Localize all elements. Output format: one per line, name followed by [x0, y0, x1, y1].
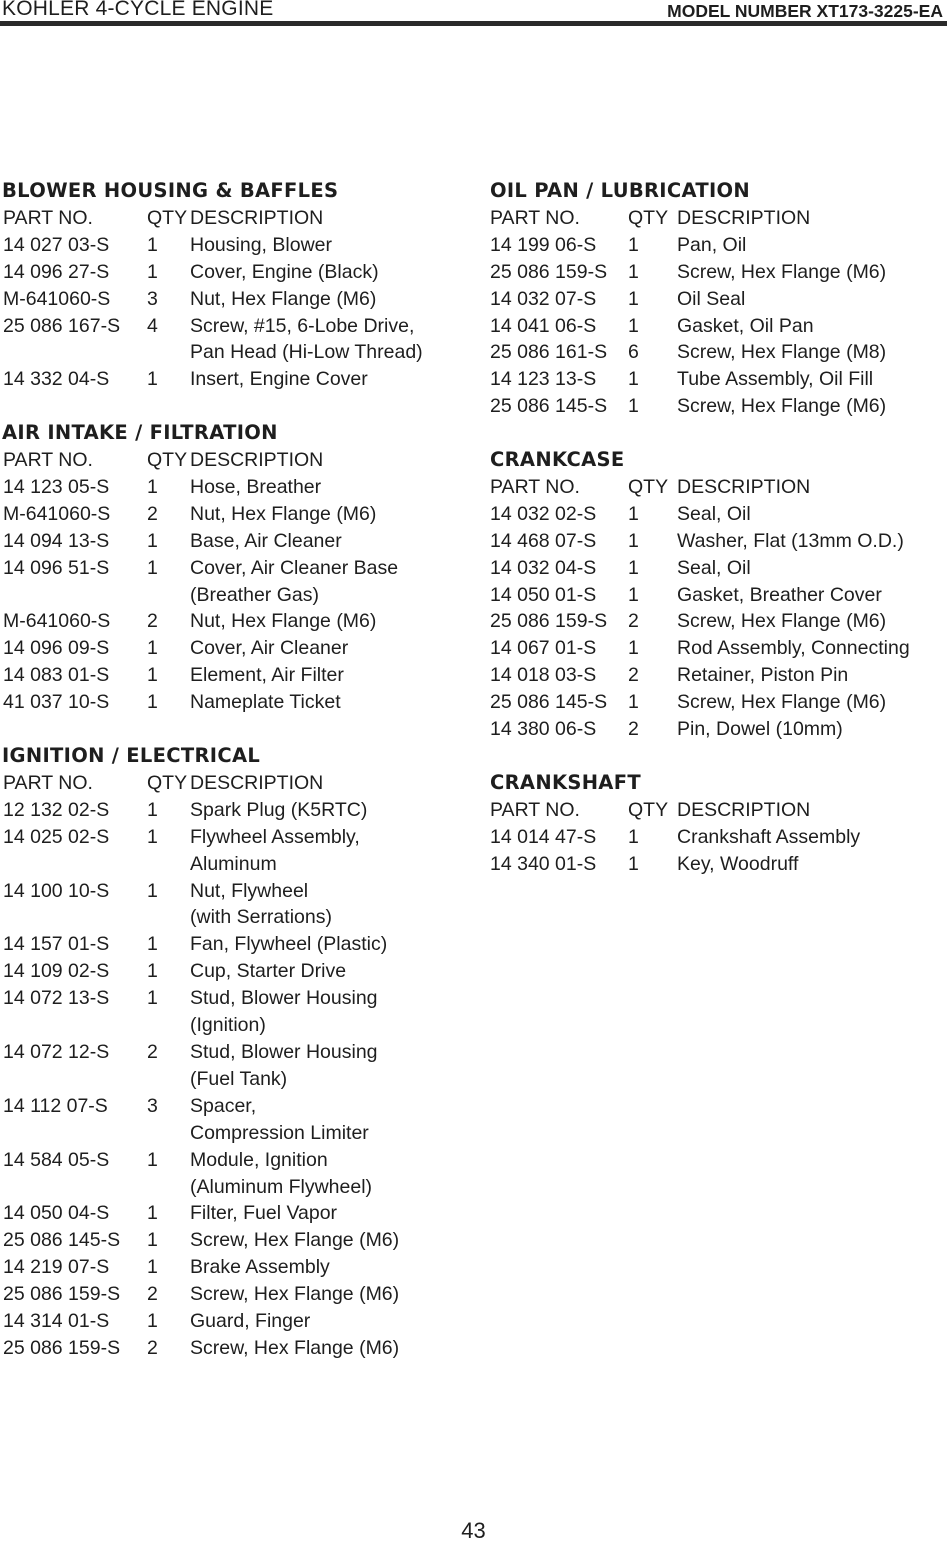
description: Screw, Hex Flange (M8): [677, 341, 887, 364]
table-row: [2, 1147, 462, 1174]
section-title: CRANKSHAFT: [490, 770, 641, 794]
part-number: 14 050 04-S: [3, 1202, 110, 1225]
quantity: 1: [628, 395, 639, 418]
column-header-row: [490, 797, 945, 824]
table-row: [2, 1308, 462, 1335]
part-number: 14 096 51-S: [3, 556, 110, 579]
description: Washer, Flat (13mm O.D.): [677, 529, 904, 552]
quantity: 1: [628, 583, 639, 606]
part-number: 14 094 13-S: [3, 529, 110, 552]
part-number: 14 083 01-S: [3, 664, 110, 687]
quantity: 4: [147, 314, 158, 337]
description: Element, Air Filter: [190, 664, 344, 687]
description: Retainer, Piston Pin: [677, 664, 849, 687]
part-number: 14 123 13-S: [490, 368, 597, 391]
table-row: [490, 366, 945, 393]
page-header: [0, 0, 947, 26]
qty-header: QTY: [147, 449, 188, 472]
section-title: CRANKCASE: [490, 448, 625, 472]
table-row: [490, 635, 945, 662]
description: Spacer,: [190, 1094, 257, 1117]
part-number: 25 086 167-S: [3, 314, 121, 337]
description: Rod Assembly, Connecting: [677, 637, 910, 660]
section-title: IGNITION / ELECTRICAL: [2, 744, 261, 767]
table-row: [2, 1012, 462, 1039]
quantity: 1: [147, 529, 158, 552]
part-number: 14 314 01-S: [3, 1310, 110, 1333]
description-header: DESCRIPTION: [677, 798, 811, 821]
quantity: 2: [147, 1283, 158, 1306]
table-row: [490, 555, 945, 582]
description: Screw, Hex Flange (M6): [677, 691, 887, 714]
description: Tube Assembly, Oil Fill: [677, 368, 874, 391]
description: Hose, Breather: [190, 475, 322, 498]
table-row: [490, 232, 945, 259]
part-number: 25 086 145-S: [490, 691, 608, 714]
qty-header: QTY: [628, 798, 669, 821]
quantity: 1: [628, 529, 639, 552]
part-number: [2, 582, 147, 609]
description-header: DESCRIPTION: [190, 206, 324, 229]
section-crankshaft: [490, 770, 945, 878]
table-row: [2, 1093, 462, 1120]
description: Brake Assembly: [190, 1256, 330, 1279]
description-header: DESCRIPTION: [190, 449, 324, 472]
description: Screw, Hex Flange (M6): [677, 260, 887, 283]
quantity: 1: [147, 368, 158, 391]
quantity: 1: [147, 1229, 158, 1252]
part-number: M-641060-S: [3, 502, 111, 525]
description: Base, Air Cleaner: [190, 529, 342, 552]
section-title: OIL PAN / LUBRICATION: [490, 179, 750, 202]
part-number: 14 032 04-S: [490, 556, 597, 579]
quantity: 1: [147, 475, 158, 498]
description: Stud, Blower Housing: [190, 1040, 378, 1063]
section-crankcase: [490, 447, 945, 743]
part-number: 14 123 05-S: [3, 475, 110, 498]
part-no-header: PART NO.: [490, 206, 580, 229]
part-no-header: PART NO.: [3, 449, 93, 472]
part-number: 14 157 01-S: [3, 933, 110, 956]
description: Guard, Finger: [190, 1310, 311, 1333]
table-row: [2, 662, 462, 689]
part-number: M-641060-S: [3, 610, 111, 633]
section-title: AIR INTAKE / FILTRATION: [2, 421, 278, 445]
description: Screw, Hex Flange (M6): [190, 1336, 400, 1359]
quantity: [147, 1120, 190, 1147]
table-row: [2, 689, 462, 716]
table-row: [490, 393, 945, 420]
part-number: 14 041 06-S: [490, 314, 597, 337]
quantity: 2: [147, 502, 158, 525]
description: Compression Limiter: [190, 1121, 369, 1144]
table-row: [2, 1066, 462, 1093]
column-header-row: [2, 205, 462, 232]
quantity: 2: [147, 1040, 158, 1063]
model-number: MODEL NUMBER XT173-3225-EA: [667, 1, 943, 21]
quantity: 1: [628, 233, 639, 256]
table-row: [2, 555, 462, 582]
part-number: 14 018 03-S: [490, 664, 597, 687]
quantity: [147, 1174, 190, 1201]
description: Insert, Engine Cover: [190, 368, 368, 391]
description: Nut, Hex Flange (M6): [190, 610, 377, 633]
quantity: 1: [628, 825, 639, 848]
section-ignition: [2, 743, 462, 1362]
column-header-row: [490, 205, 945, 232]
description: Gasket, Breather Cover: [677, 583, 882, 606]
quantity: 2: [147, 610, 158, 633]
table-row: [2, 232, 462, 259]
description: Cover, Air Cleaner: [190, 637, 349, 660]
quantity: 1: [147, 260, 158, 283]
quantity: [147, 904, 190, 931]
column-header-row: [490, 474, 945, 501]
description: Screw, #15, 6-Lobe Drive,: [190, 314, 415, 337]
quantity: 1: [628, 556, 639, 579]
quantity: 2: [147, 1336, 158, 1359]
description: (Breather Gas): [190, 583, 319, 606]
description: Housing, Blower: [190, 233, 332, 256]
document-title: KOHLER 4-CYCLE ENGINE: [2, 0, 274, 20]
table-row: [490, 824, 945, 851]
table-row: [490, 662, 945, 689]
part-number: 25 086 145-S: [490, 395, 608, 418]
quantity: 2: [628, 664, 639, 687]
description: Screw, Hex Flange (M6): [677, 610, 887, 633]
qty-header: QTY: [147, 771, 188, 794]
quantity: [147, 851, 190, 878]
table-row: [2, 474, 462, 501]
table-row: [2, 878, 462, 905]
part-number: 14 584 05-S: [3, 1148, 110, 1171]
quantity: [147, 339, 190, 366]
table-row: [2, 313, 462, 340]
description: Nut, Hex Flange (M6): [190, 287, 377, 310]
description-header: DESCRIPTION: [190, 771, 324, 794]
part-number: 14 096 09-S: [3, 637, 110, 660]
description: Cup, Starter Drive: [190, 960, 347, 983]
description: (Ignition): [190, 1014, 266, 1037]
part-no-header: PART NO.: [490, 475, 580, 498]
part-number: 14 025 02-S: [3, 825, 110, 848]
quantity: 1: [628, 314, 639, 337]
description: Gasket, Oil Pan: [677, 314, 814, 337]
part-number: 14 332 04-S: [3, 368, 110, 391]
table-row: [2, 797, 462, 824]
part-number: 14 468 07-S: [490, 529, 597, 552]
table-row: [490, 582, 945, 609]
table-row: [2, 985, 462, 1012]
part-number: 14 072 12-S: [3, 1040, 110, 1063]
table-row: [490, 501, 945, 528]
table-row: [2, 904, 462, 931]
quantity: [147, 1012, 190, 1039]
quantity: 1: [628, 260, 639, 283]
description: Fan, Flywheel (Plastic): [190, 933, 388, 956]
table-row: [2, 1335, 462, 1362]
description: (Aluminum Flywheel): [190, 1175, 373, 1198]
part-number: 25 086 159-S: [490, 610, 608, 633]
table-row: [2, 528, 462, 555]
left-column: [2, 178, 462, 1389]
table-row: [2, 851, 462, 878]
description: Nut, Hex Flange (M6): [190, 502, 377, 525]
quantity: 2: [628, 610, 639, 633]
qty-header: QTY: [628, 206, 669, 229]
part-number: 14 014 47-S: [490, 825, 597, 848]
table-row: [490, 259, 945, 286]
quantity: 1: [147, 233, 158, 256]
description: Cover, Engine (Black): [190, 260, 379, 283]
table-row: [2, 1200, 462, 1227]
table-row: [490, 608, 945, 635]
quantity: 1: [147, 933, 158, 956]
description: Seal, Oil: [677, 502, 751, 525]
description: Pin, Dowel (10mm): [677, 718, 843, 741]
table-row: [2, 1254, 462, 1281]
description: Filter, Fuel Vapor: [190, 1202, 338, 1225]
table-row: [2, 1120, 462, 1147]
part-number: [2, 851, 147, 878]
table-row: [490, 716, 945, 743]
quantity: [147, 1066, 190, 1093]
description-header: DESCRIPTION: [677, 206, 811, 229]
part-number: 25 086 159-S: [490, 260, 608, 283]
table-row: [490, 528, 945, 555]
description: Screw, Hex Flange (M6): [677, 395, 887, 418]
part-number: [2, 1174, 147, 1201]
description: Screw, Hex Flange (M6): [190, 1229, 400, 1252]
description: Cover, Air Cleaner Base: [190, 556, 399, 579]
quantity: 2: [628, 718, 639, 741]
part-no-header: PART NO.: [3, 206, 93, 229]
description: Stud, Blower Housing: [190, 987, 378, 1010]
right-column: [490, 178, 945, 904]
description: Spark Plug (K5RTC): [190, 798, 368, 821]
column-header-row: [2, 447, 462, 474]
quantity: 1: [628, 287, 639, 310]
table-row: [2, 501, 462, 528]
table-row: [2, 339, 462, 366]
part-number: 14 032 02-S: [490, 502, 597, 525]
quantity: 1: [628, 368, 639, 391]
quantity: 1: [147, 1310, 158, 1333]
part-number: 41 037 10-S: [3, 691, 110, 714]
table-row: [2, 824, 462, 851]
part-number: [2, 1120, 147, 1147]
part-number: [2, 904, 147, 931]
section-air-intake: [2, 420, 462, 716]
description: (Fuel Tank): [190, 1067, 288, 1090]
part-no-header: PART NO.: [3, 771, 93, 794]
quantity: 3: [147, 287, 158, 310]
description: Crankshaft Assembly: [677, 825, 861, 848]
section-blower-housing: [2, 178, 462, 393]
part-number: 14 096 27-S: [3, 260, 110, 283]
table-row: [2, 931, 462, 958]
header-rule: [0, 21, 947, 26]
table-row: [2, 582, 462, 609]
description: Nut, Flywheel: [190, 879, 309, 902]
part-number: 14 067 01-S: [490, 637, 597, 660]
part-number: 14 219 07-S: [3, 1256, 110, 1279]
part-number: M-641060-S: [3, 287, 111, 310]
quantity: [147, 582, 190, 609]
table-row: [2, 286, 462, 313]
table-row: [490, 339, 945, 366]
description: Aluminum: [190, 852, 277, 875]
part-number: 25 086 145-S: [3, 1229, 121, 1252]
part-number: 14 032 07-S: [490, 287, 597, 310]
section-title: BLOWER HOUSING & BAFFLES: [2, 179, 339, 202]
table-row: [2, 958, 462, 985]
description: Oil Seal: [677, 287, 746, 310]
table-row: [2, 608, 462, 635]
description: Module, Ignition: [190, 1148, 328, 1171]
quantity: 6: [628, 341, 639, 364]
quantity: 1: [147, 879, 158, 902]
quantity: 1: [628, 637, 639, 660]
part-number: 12 132 02-S: [3, 798, 110, 821]
column-header-row: [2, 770, 462, 797]
part-no-header: PART NO.: [490, 798, 580, 821]
part-number: 14 027 03-S: [3, 233, 110, 256]
description: Key, Woodruff: [677, 852, 799, 875]
part-number: 14 100 10-S: [3, 879, 110, 902]
part-number: 25 086 161-S: [490, 341, 608, 364]
quantity: 1: [147, 1256, 158, 1279]
description: Pan, Oil: [677, 233, 747, 256]
quantity: 1: [628, 852, 639, 875]
quantity: 1: [147, 825, 158, 848]
part-number: 14 199 06-S: [490, 233, 597, 256]
part-number: [2, 1066, 147, 1093]
part-number: 14 050 01-S: [490, 583, 597, 606]
table-row: [2, 1174, 462, 1201]
part-number: [2, 1012, 147, 1039]
part-number: 14 380 06-S: [490, 718, 597, 741]
quantity: 1: [628, 502, 639, 525]
part-number: 14 340 01-S: [490, 852, 597, 875]
table-row: [490, 689, 945, 716]
part-number: 14 112 07-S: [3, 1094, 108, 1117]
part-number: 14 109 02-S: [3, 960, 110, 983]
description: (with Serrations): [190, 906, 332, 929]
qty-header: QTY: [628, 475, 669, 498]
quantity: 1: [147, 1202, 158, 1225]
table-row: [2, 1227, 462, 1254]
description: Pan Head (Hi-Low Thread): [190, 341, 423, 364]
quantity: 1: [147, 960, 158, 983]
part-number: 25 086 159-S: [3, 1283, 121, 1306]
table-row: [2, 1039, 462, 1066]
quantity: 1: [147, 1148, 158, 1171]
description: Nameplate Ticket: [190, 691, 341, 714]
table-row: [2, 1281, 462, 1308]
table-row: [2, 259, 462, 286]
quantity: 1: [628, 691, 639, 714]
description-header: DESCRIPTION: [677, 475, 811, 498]
quantity: 1: [147, 664, 158, 687]
page-number: 43: [461, 1518, 486, 1543]
quantity: 1: [147, 556, 158, 579]
section-oil-pan: [490, 178, 945, 420]
description: Seal, Oil: [677, 556, 751, 579]
part-number: 14 072 13-S: [3, 987, 110, 1010]
quantity: 1: [147, 637, 158, 660]
quantity: 3: [147, 1094, 158, 1117]
description: Screw, Hex Flange (M6): [190, 1283, 400, 1306]
part-number: [2, 339, 147, 366]
quantity: 1: [147, 691, 158, 714]
table-row: [490, 313, 945, 340]
table-row: [2, 366, 462, 393]
table-row: [2, 635, 462, 662]
table-row: [490, 286, 945, 313]
description: Flywheel Assembly,: [190, 825, 360, 848]
qty-header: QTY: [147, 206, 188, 229]
quantity: 1: [147, 798, 158, 821]
part-number: 25 086 159-S: [3, 1336, 121, 1359]
table-row: [490, 851, 945, 878]
quantity: 1: [147, 987, 158, 1010]
